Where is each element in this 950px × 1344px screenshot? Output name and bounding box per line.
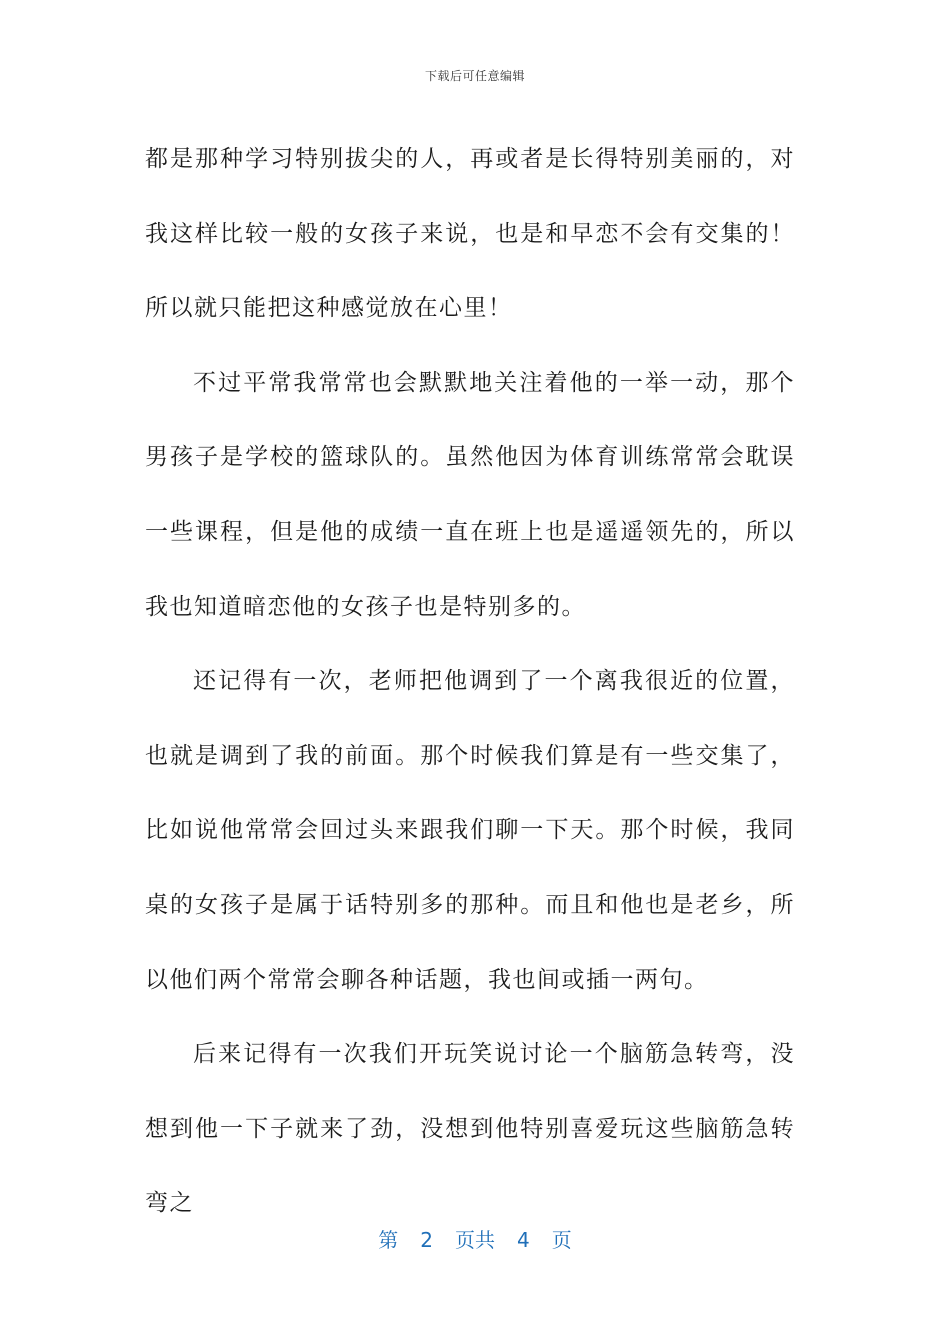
current-page-number: 2 — [420, 1228, 433, 1252]
page-number-footer — [0, 1224, 950, 1253]
paragraph: 后来记得有一次我们开玩笑说讨论一个脑筋急转弯，没想到他一下子就来了劲，没想到他特别喜爱玩这些脑筋急转弯之 — [145, 1041, 795, 1217]
paragraph: 不过平常我常常也会默默地关注着他的一举一动，那个男孩子是学校的篮球队的。虽然他因为体育训练常常会耽误一些课程，但是他的成绩一直在班上也是遥遥领先的，所以我也知道暗恋他的女孩子也是特别多的。 — [145, 369, 795, 620]
document-body — [145, 122, 795, 1241]
footer-prefix: 第 — [378, 1228, 399, 1252]
footer-suffix: 页 — [551, 1228, 572, 1252]
page-header-note: 下载后可任意编辑 — [424, 69, 525, 83]
total-page-count: 4 — [517, 1228, 530, 1252]
footer-middle: 页共 — [455, 1228, 495, 1252]
paragraph: 还记得有一次，老师把他调到了一个离我很近的位置，也就是调到了我的前面。那个时候我们算是有一些交集了，比如说他常常会回过头来跟我们聊一下天。那个时候，我同桌的女孩子是属于话特别多的那种。而且和他也是老乡，所以他们两个常常会聊各种话题，我也间或插一两句。 — [145, 668, 795, 993]
paragraph: 都是那种学习特别拔尖的人，再或者是长得特别美丽的，对我这样比较一般的女孩子来说，也是和早恋不会有交集的！所以就只能把这种感觉放在心里！ — [145, 146, 795, 322]
